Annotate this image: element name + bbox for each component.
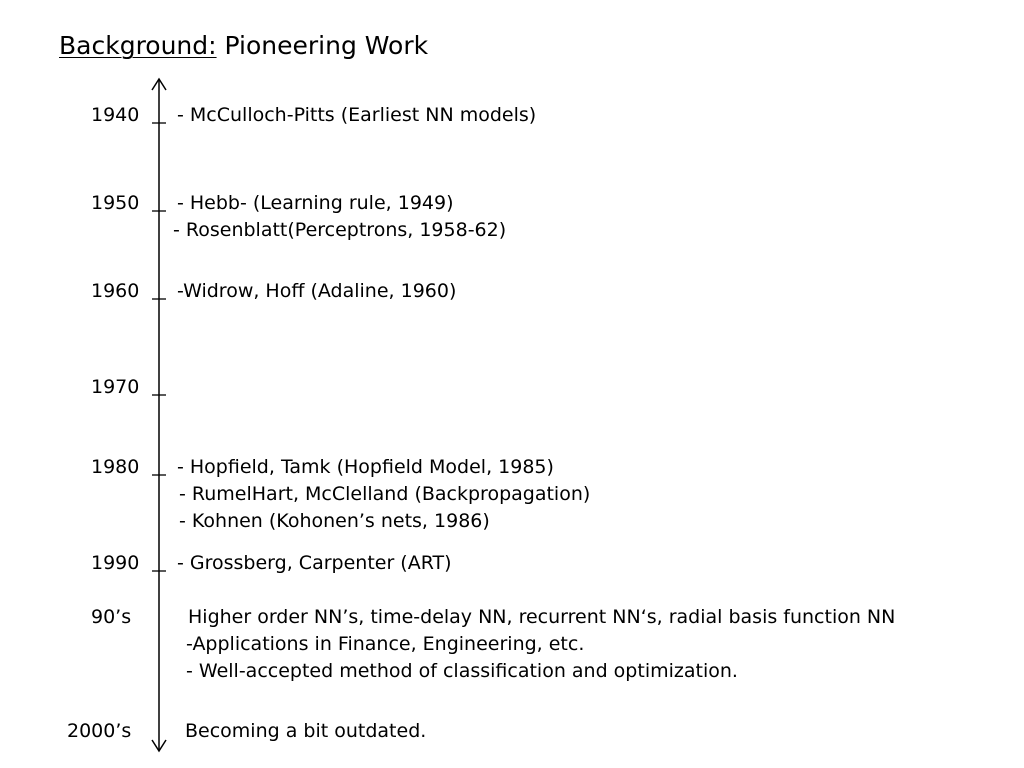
year-label: 1950 (91, 192, 140, 214)
title-underlined-part: Background: (59, 31, 217, 60)
event-text: - Hebb- (Learning rule, 1949) (177, 192, 454, 214)
event-text: - Well-accepted method of classification and optimization. (186, 660, 738, 682)
year-label: 1980 (91, 456, 140, 478)
event-text: -Applications in Finance, Engineering, etc. (186, 633, 585, 655)
event-text: - Kohnen (Kohonen’s nets, 1986) (179, 510, 490, 532)
year-label: 1960 (91, 280, 140, 302)
event-text: - Hopfield, Tamk (Hopfield Model, 1985) (177, 456, 554, 478)
event-text: - Grossberg, Carpenter (ART) (177, 552, 452, 574)
year-label: 1990 (91, 552, 140, 574)
event-text: - McCulloch-Pitts (Earliest NN models) (177, 104, 537, 126)
year-label: 1970 (91, 376, 140, 398)
event-text: - RumelHart, McClelland (Backpropagation) (179, 483, 591, 505)
year-label: 1940 (91, 104, 140, 126)
event-text: Becoming a bit outdated. (185, 720, 427, 742)
title-rest: Pioneering Work (216, 31, 429, 60)
event-text: Higher order NN’s, time-delay NN, recurrent NN‘s, radial basis function NN (188, 606, 896, 628)
event-text: - Rosenblatt(Perceptrons, 1958-62) (173, 219, 507, 241)
year-label: 90’s (91, 606, 132, 628)
year-label: 2000’s (67, 720, 132, 742)
event-text: -Widrow, Hoff (Adaline, 1960) (177, 280, 457, 302)
